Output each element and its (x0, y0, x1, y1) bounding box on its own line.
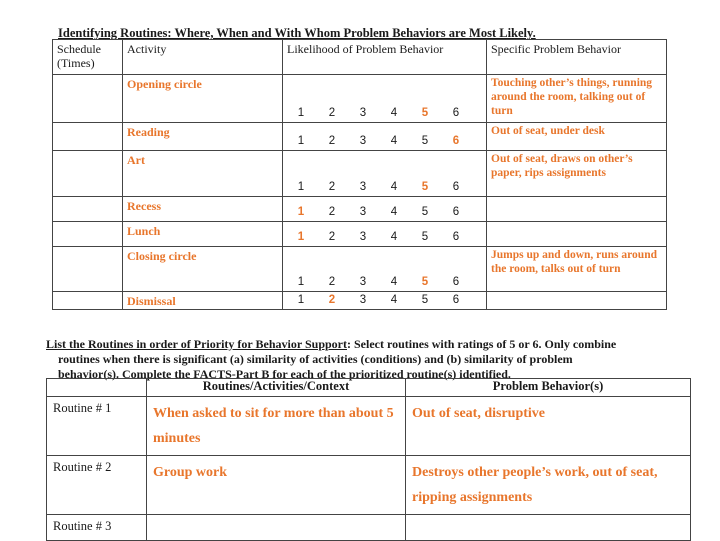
priority-instructions-line1: : Select routines with ratings of 5 or 6. Only combine (347, 337, 617, 351)
priority-table (46, 378, 691, 541)
routines-header-row (53, 40, 667, 75)
rating-selected: 6 (452, 135, 460, 147)
likelihood-scale (287, 135, 482, 147)
activity-cell: Recess (123, 197, 283, 222)
rating-option: 4 (390, 181, 398, 193)
priority-instructions-line3: behavior(s). Complete the FACTS-Part B for each of the prioritized routine(s) identified. (58, 367, 511, 381)
routine-row (53, 75, 667, 123)
rating-option: 2 (328, 135, 336, 147)
rating-option: 6 (452, 206, 460, 218)
likelihood-scale (287, 231, 482, 243)
rating-option: 2 (328, 107, 336, 119)
rating-option: 6 (452, 276, 460, 288)
rating-selected: 2 (328, 294, 336, 306)
schedule-header: Schedule (Times) (53, 40, 123, 75)
specific-behavior-cell: Touching other’s things, running around the room, talking out of turn (487, 75, 667, 123)
activity-cell: Opening circle (123, 75, 283, 123)
activity-cell: Art (123, 151, 283, 197)
rating-option: 2 (328, 206, 336, 218)
rating-option: 1 (297, 181, 305, 193)
routines-context-header: Routines/Activities/Context (147, 379, 406, 397)
routine-label: Routine # 1 (47, 397, 147, 456)
likelihood-cell (283, 151, 487, 197)
rating-option: 6 (452, 294, 460, 306)
routine-row (53, 151, 667, 197)
specific-behavior-cell (487, 222, 667, 247)
routine-row (53, 292, 667, 310)
rating-option: 3 (359, 294, 367, 306)
routine-row (53, 247, 667, 292)
schedule-cell (53, 247, 123, 292)
rating-option: 2 (328, 181, 336, 193)
likelihood-scale (287, 181, 482, 193)
rating-option: 1 (297, 294, 305, 306)
rating-option: 5 (421, 206, 429, 218)
schedule-cell (53, 292, 123, 310)
schedule-cell (53, 197, 123, 222)
specific-behavior-cell: Out of seat, draws on other’s paper, rips assignments (487, 151, 667, 197)
rating-option: 3 (359, 276, 367, 288)
problem-behavior-cell (406, 515, 691, 541)
activity-cell: Reading (123, 123, 283, 151)
likelihood-cell (283, 123, 487, 151)
schedule-cell (53, 222, 123, 247)
rating-selected: 5 (421, 107, 429, 119)
activity-cell: Closing circle (123, 247, 283, 292)
problem-behavior-cell: Destroys other people’s work, out of seat, ripping assignments (406, 456, 691, 515)
specific-behavior-cell: Jumps up and down, runs around the room, talks out of turn (487, 247, 667, 292)
page-title: Identifying Routines: Where, When and With Whom Problem Behaviors are Most Likely. (58, 26, 536, 40)
likelihood-header: Likelihood of Problem Behavior (283, 40, 487, 75)
priority-instructions-lead: List the Routines in order of Priority for Behavior Support (46, 337, 347, 351)
rating-option: 2 (328, 231, 336, 243)
schedule-cell (53, 75, 123, 123)
schedule-cell (53, 123, 123, 151)
rating-option: 3 (359, 107, 367, 119)
rating-selected: 1 (297, 206, 305, 218)
problem-behavior-header: Problem Behavior(s) (406, 379, 691, 397)
rating-option: 4 (390, 206, 398, 218)
rating-option: 4 (390, 135, 398, 147)
routine-label: Routine # 3 (47, 515, 147, 541)
rating-selected: 5 (421, 181, 429, 193)
likelihood-scale (287, 294, 482, 306)
rating-option: 6 (452, 231, 460, 243)
likelihood-cell (283, 197, 487, 222)
priority-row (47, 397, 691, 456)
routine-context-cell (147, 515, 406, 541)
likelihood-scale (287, 276, 482, 288)
likelihood-cell (283, 292, 487, 310)
rating-option: 1 (297, 276, 305, 288)
activity-header: Activity (123, 40, 283, 75)
rating-option: 1 (297, 135, 305, 147)
likelihood-cell (283, 222, 487, 247)
priority-row (47, 515, 691, 541)
label-header (47, 379, 147, 397)
activity-cell: Dismissal (123, 292, 283, 310)
rating-option: 3 (359, 181, 367, 193)
rating-option: 4 (390, 276, 398, 288)
specific-behavior-cell: Out of seat, under desk (487, 123, 667, 151)
rating-selected: 1 (297, 231, 305, 243)
priority-header-row (47, 379, 691, 397)
rating-option: 1 (297, 107, 305, 119)
problem-behavior-cell: Out of seat, disruptive (406, 397, 691, 456)
activity-cell: Lunch (123, 222, 283, 247)
rating-option: 5 (421, 231, 429, 243)
rating-option: 4 (390, 294, 398, 306)
rating-option: 3 (359, 135, 367, 147)
rating-option: 5 (421, 135, 429, 147)
routine-row (53, 197, 667, 222)
rating-option: 6 (452, 107, 460, 119)
specific-behavior-header: Specific Problem Behavior (487, 40, 667, 75)
rating-option: 3 (359, 231, 367, 243)
rating-option: 3 (359, 206, 367, 218)
routine-context-cell: When asked to sit for more than about 5 minutes (147, 397, 406, 456)
routines-table (52, 39, 667, 310)
likelihood-scale (287, 107, 482, 119)
rating-option: 5 (421, 294, 429, 306)
likelihood-scale (287, 206, 482, 218)
routine-row (53, 222, 667, 247)
routine-context-cell: Group work (147, 456, 406, 515)
rating-option: 2 (328, 276, 336, 288)
priority-row (47, 456, 691, 515)
rating-option: 6 (452, 181, 460, 193)
schedule-cell (53, 151, 123, 197)
routine-row (53, 123, 667, 151)
likelihood-cell (283, 75, 487, 123)
routine-label: Routine # 2 (47, 456, 147, 515)
specific-behavior-cell (487, 197, 667, 222)
rating-option: 4 (390, 107, 398, 119)
priority-instructions (46, 337, 720, 382)
rating-selected: 5 (421, 276, 429, 288)
likelihood-cell (283, 247, 487, 292)
specific-behavior-cell (487, 292, 667, 310)
rating-option: 4 (390, 231, 398, 243)
priority-instructions-line2: routines when there is significant (a) similarity of activities (conditions) and (b) similarity of problem (58, 352, 573, 366)
